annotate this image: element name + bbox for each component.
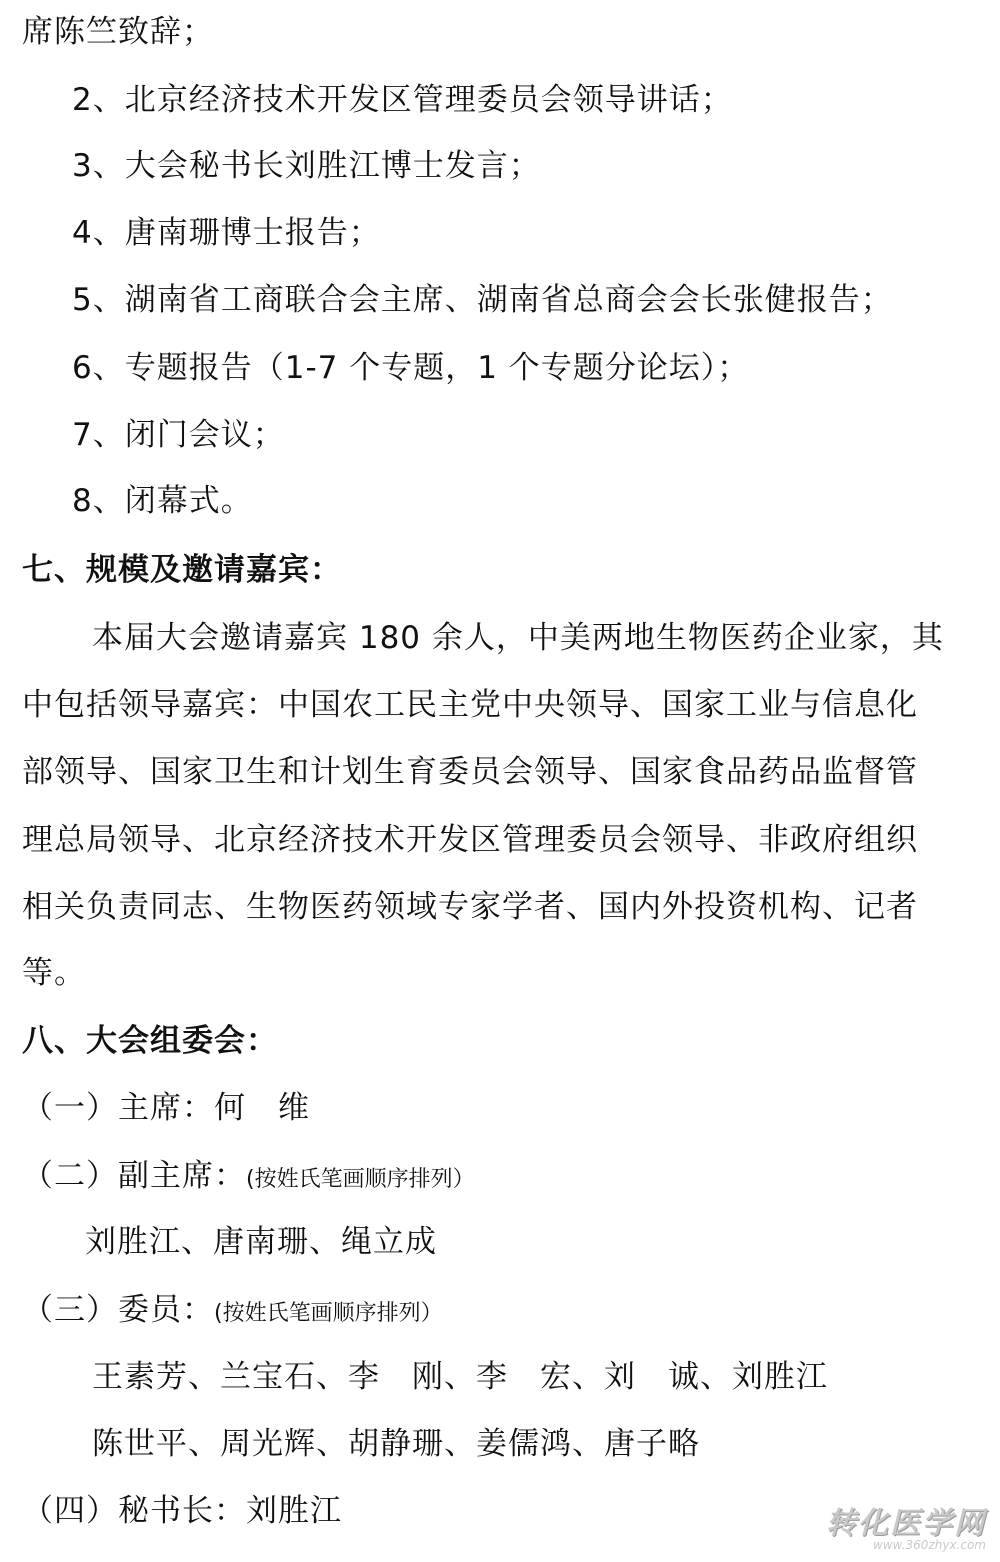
agenda-item-4: 4、唐南珊博士报告； [72,215,381,251]
section-heading-7: 七、规模及邀请嘉宾： [22,552,342,588]
paragraph-line-4: 理总局领导、北京经济技术开发区管理委员会领导、非政府组织 [22,822,918,858]
paragraph-line-3: 部领导、国家卫生和计划生育委员会领导、国家食品药品监督管 [22,754,918,790]
agenda-item-8: 8、闭幕式。 [72,483,253,519]
agenda-item-2: 2、北京经济技术开发区管理委员会领导讲话； [72,82,733,118]
members-label: （三）委员： [22,1292,214,1328]
vice-chairman-heading [22,1156,475,1200]
section-heading-8: 八、大会组委会： [22,1023,278,1059]
paragraph-line-2: 中包括领导嘉宾：中国农工民主党中央领导、国家工业与信息化 [22,687,918,723]
secretary-general-line: （四）秘书长：刘胜江 [22,1493,342,1529]
agenda-item-3: 3、大会秘书长刘胜江博士发言； [72,148,541,184]
paragraph-line-6: 等。 [22,955,86,991]
agenda-item-6: 6、专题报告（1-7 个专题，1 个专题分论坛）； [72,350,750,386]
agenda-item-5: 5、湖南省工商联合会主席、湖南省总商会会长张健报告； [72,282,893,318]
vice-chairman-label: （二）副主席： [22,1158,246,1194]
agenda-item-7: 7、闭门会议； [72,417,285,453]
vice-chairman-note: (按姓氏笔画顺序排列） [246,1167,475,1192]
watermark-url: www.360zhyx.com [873,1538,986,1552]
members-note: (按姓氏笔画顺序排列） [214,1301,443,1326]
members-names-line-1: 王素芳、兰宝石、李 刚、李 宏、刘 诚、刘胜江 [92,1359,828,1395]
paragraph-line-5: 相关负责同志、生物医药领域专家学者、国内外投资机构、记者 [22,889,918,925]
paragraph-line-1: 本届大会邀请嘉宾 180 余人，中美两地生物医药企业家，其 [92,620,944,656]
watermark [826,1498,986,1552]
vice-chairman-names: 刘胜江、唐南珊、绳立成 [85,1224,437,1260]
members-names-line-2: 陈世平、周光辉、胡静珊、姜儒鸿、唐子略 [92,1426,700,1462]
watermark-logo: 转化医学网 [826,1506,986,1541]
chairman-line: （一）主席：何 维 [22,1090,310,1126]
members-heading [22,1290,443,1334]
text-line-1: 席陈竺致辞； [22,14,214,50]
